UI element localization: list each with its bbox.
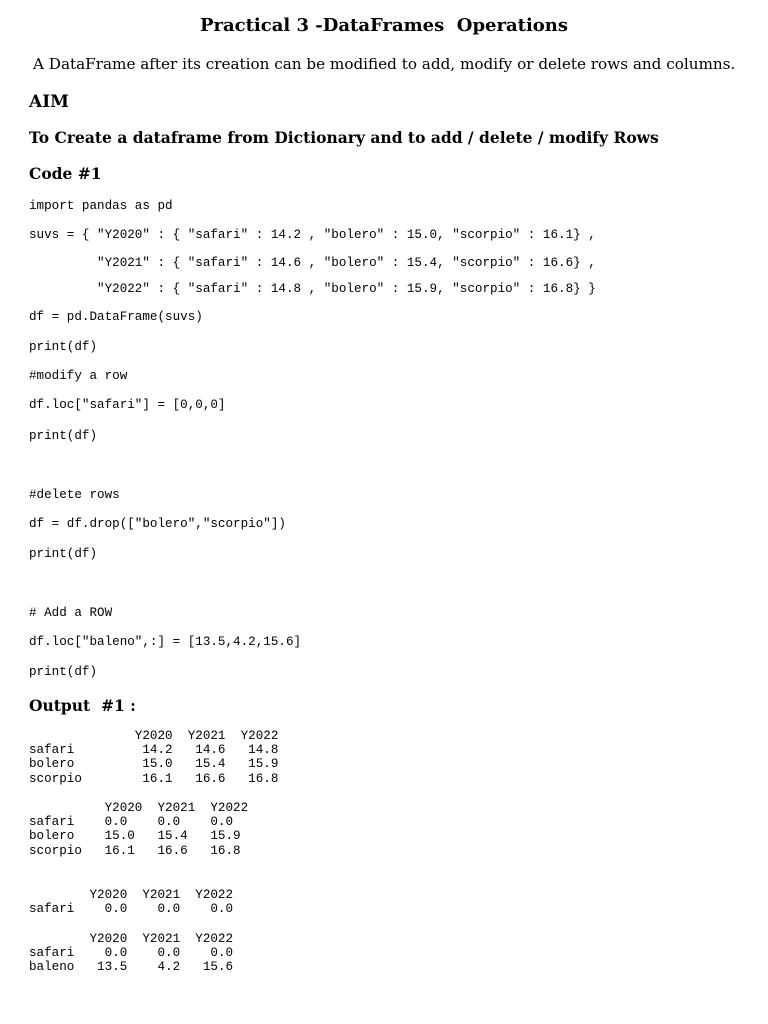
code-heading: Code #1: [29, 164, 102, 183]
code-line: df = df.drop(["bolero","scorpio"]): [29, 517, 286, 531]
code-line: print(df): [29, 429, 98, 443]
code-line: df = pd.DataFrame(suvs): [29, 310, 203, 324]
code-line: "Y2022" : { "safari" : 14.8 , "bolero" : 15.9, "scorpio" : 16.8} }: [29, 282, 596, 296]
code-line: suvs = { "Y2020" : { "safari" : 14.2 , "bolero" : 15.0, "scorpio" : 16.1} ,: [29, 228, 596, 242]
output-table: Y2020 Y2021 Y2022 safari 14.2 14.6 14.8 bolero 15.0 15.4 15.9 scorpio 16.1 16.6 16.8: [29, 729, 279, 786]
code-comment: # Add a ROW: [29, 606, 113, 620]
code-line: print(df): [29, 547, 98, 561]
intro-paragraph: A DataFrame after its creation can be modified to add, modify or delete rows and columns.: [33, 55, 736, 73]
code-line: print(df): [29, 665, 98, 679]
code-line: df.loc["safari"] = [0,0,0]: [29, 398, 226, 412]
output-table: Y2020 Y2021 Y2022 safari 0.0 0.0 0.0: [29, 888, 234, 917]
code-line: "Y2021" : { "safari" : 14.6 , "bolero" : 15.4, "scorpio" : 16.6} ,: [29, 256, 596, 270]
page-title: Practical 3 -DataFrames Operations: [199, 15, 569, 36]
code-line: print(df): [29, 340, 98, 354]
code-comment: #delete rows: [29, 488, 120, 502]
code-comment: #modify a row: [29, 369, 128, 383]
code-line: df.loc["baleno",:] = [13.5,4.2,15.6]: [29, 635, 302, 649]
aim-description: To Create a dataframe from Dictionary and to add / delete / modify Rows: [29, 128, 659, 147]
aim-heading: AIM: [29, 92, 69, 112]
output-heading: Output #1 :: [29, 696, 136, 715]
output-table: Y2020 Y2021 Y2022 safari 0.0 0.0 0.0 baleno 13.5 4.2 15.6: [29, 932, 234, 975]
code-line: import pandas as pd: [29, 199, 173, 213]
output-table: Y2020 Y2021 Y2022 safari 0.0 0.0 0.0 bolero 15.0 15.4 15.9 scorpio 16.1 16.6 16.8: [29, 801, 249, 858]
